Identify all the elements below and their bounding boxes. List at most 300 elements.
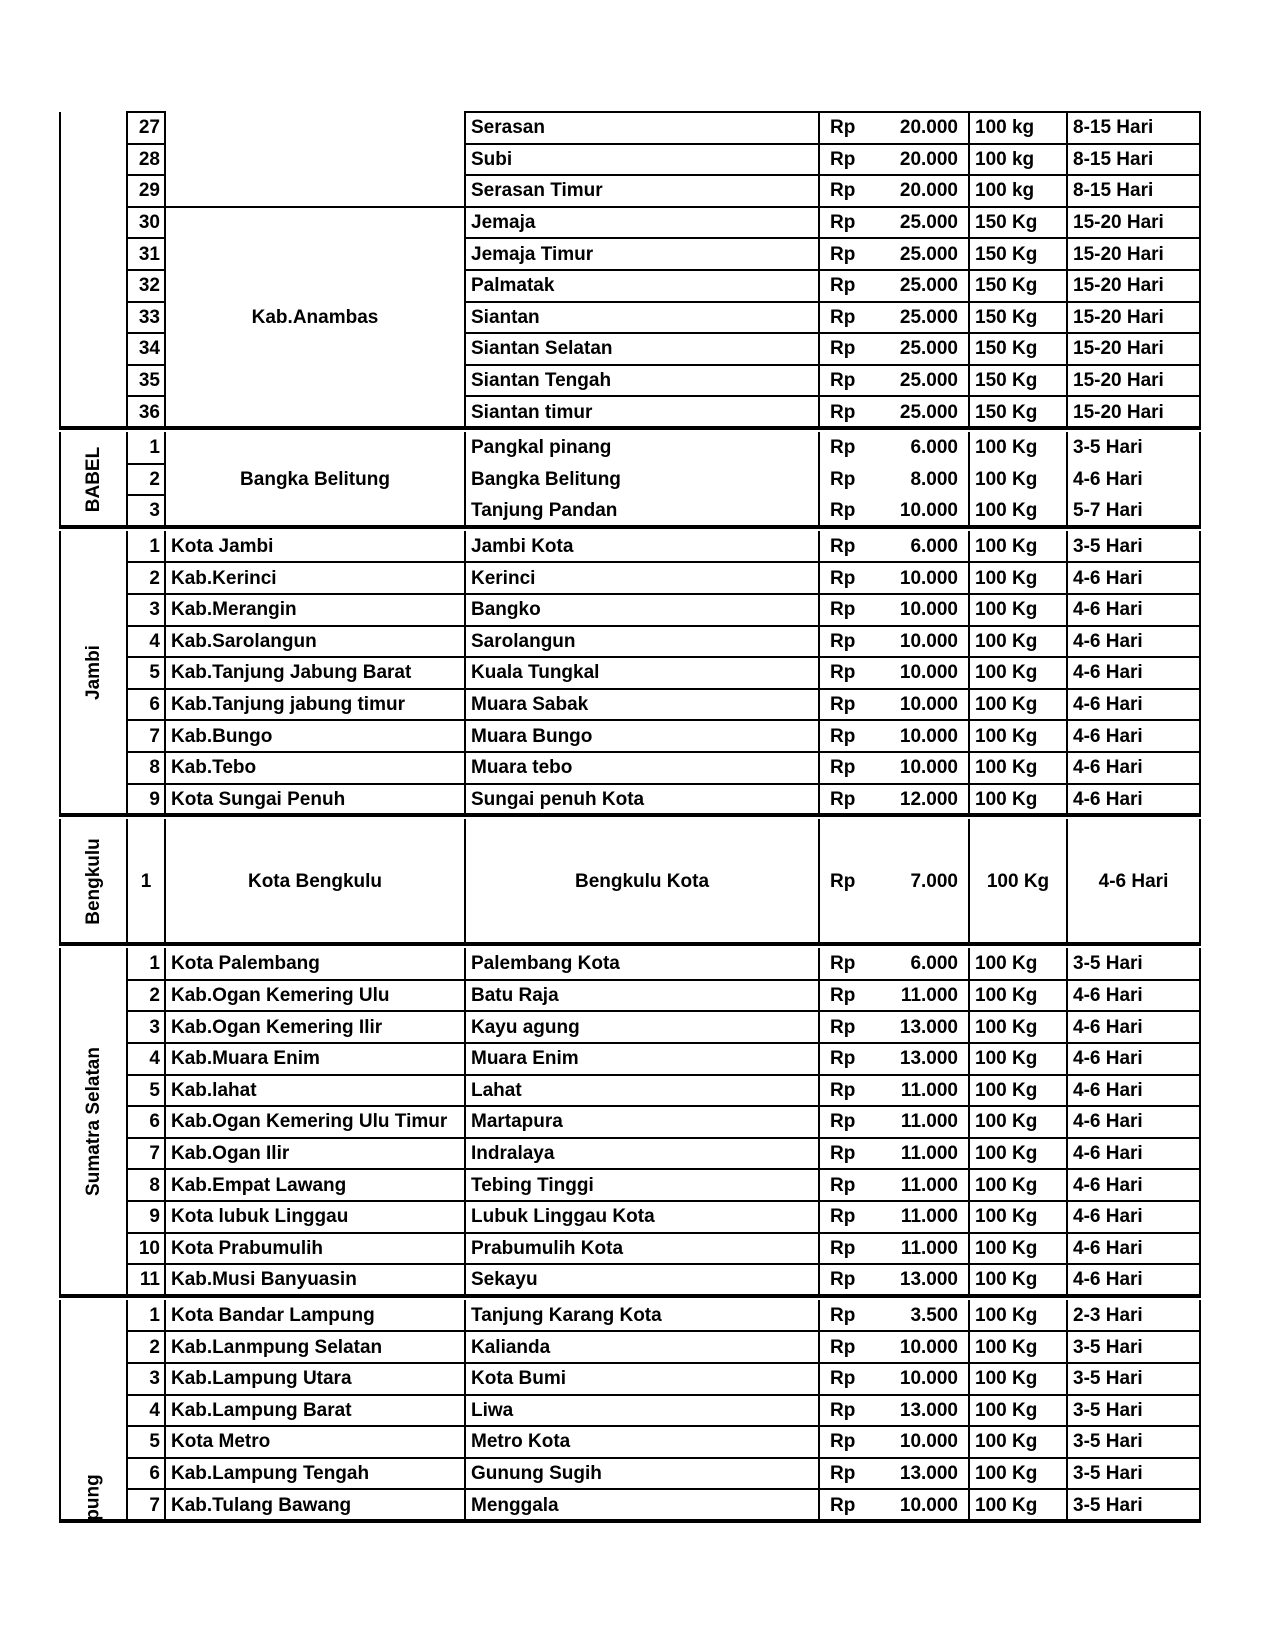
- kota-cell: Tanjung Pandan: [464, 495, 818, 527]
- row-divider: [126, 206, 166, 208]
- row-divider: [464, 301, 1201, 303]
- price-cell: [818, 980, 968, 1012]
- weight-cell: 100 Kg: [968, 948, 1066, 980]
- row-divider: [126, 364, 166, 366]
- row-number: 5: [126, 657, 166, 689]
- days-cell: 4-6 Hari: [1066, 1201, 1201, 1233]
- row-number: 32: [126, 270, 166, 302]
- weight-cell: 100 Kg: [968, 1331, 1066, 1363]
- currency-label: Rp: [830, 1336, 856, 1358]
- price-value: 10.000: [899, 1336, 958, 1358]
- row-divider: [126, 625, 1201, 627]
- weight-cell: 100 Kg: [968, 1169, 1066, 1201]
- price-value: 11.000: [900, 1237, 958, 1259]
- price-cell: [818, 302, 968, 334]
- price-value: 20.000: [899, 148, 958, 170]
- weight-cell: 100 Kg: [968, 1489, 1066, 1521]
- kota-cell: Muara Bungo: [464, 720, 818, 752]
- weight-cell: 100 Kg: [968, 626, 1066, 658]
- weight-cell: 150 Kg: [968, 270, 1066, 302]
- row-number: 6: [126, 1458, 166, 1490]
- price-cell: [818, 752, 968, 784]
- kabupaten-cell: Kab.Tebo: [171, 757, 257, 779]
- kota-cell: Lahat: [464, 1075, 818, 1107]
- days-cell: 4-6 Hari: [1066, 1075, 1201, 1107]
- kota-cell: Jambi Kota: [464, 531, 818, 563]
- row-divider: [126, 656, 1201, 658]
- price-value: 10.000: [899, 630, 958, 652]
- price-cell: [818, 112, 968, 144]
- price-value: 25.000: [899, 212, 958, 234]
- row-number: 11: [126, 1264, 166, 1296]
- weight-cell: 100 Kg: [968, 819, 1066, 944]
- price-cell: [818, 1106, 968, 1138]
- currency-label: Rp: [830, 662, 856, 684]
- weight-cell: 100 Kg: [968, 531, 1066, 563]
- row-number: 31: [126, 238, 166, 270]
- kota-cell: Pangkal pinang: [464, 432, 818, 464]
- price-value: 25.000: [899, 306, 958, 328]
- days-cell: 3-5 Hari: [1066, 1395, 1201, 1427]
- currency-label: Rp: [830, 630, 856, 652]
- days-cell: 8-15 Hari: [1066, 112, 1201, 144]
- currency-label: Rp: [830, 1079, 856, 1101]
- row-divider: [126, 593, 1201, 595]
- weight-cell: 100 Kg: [968, 1201, 1066, 1233]
- currency-label: Rp: [830, 117, 856, 139]
- price-cell: [818, 1458, 968, 1490]
- days-cell: 4-6 Hari: [1066, 819, 1201, 944]
- row-number: 1: [126, 1300, 166, 1332]
- kabupaten-cell: Kab.Merangin: [171, 599, 297, 621]
- currency-label: Rp: [830, 1399, 856, 1421]
- days-cell: 15-20 Hari: [1066, 396, 1201, 428]
- weight-cell: 150 Kg: [968, 333, 1066, 365]
- price-cell: [818, 1426, 968, 1458]
- row-number: 4: [126, 626, 166, 658]
- row-number: 34: [126, 333, 166, 365]
- row-divider: [126, 1263, 1201, 1265]
- weight-cell: 100 Kg: [968, 464, 1066, 496]
- province-name: pung: [83, 1474, 104, 1521]
- price-cell: [818, 396, 968, 428]
- row-number: 27: [126, 112, 166, 144]
- days-cell: 3-5 Hari: [1066, 1426, 1201, 1458]
- days-cell: 4-6 Hari: [1066, 720, 1201, 752]
- row-number: 1: [126, 432, 166, 464]
- row-number: 6: [126, 1106, 166, 1138]
- price-value: 10.000: [899, 1494, 958, 1516]
- price-cell: [818, 1075, 968, 1107]
- row-number: 1: [126, 531, 166, 563]
- kota-cell: Subi: [464, 144, 818, 176]
- price-value: 12.000: [899, 788, 958, 810]
- currency-label: Rp: [830, 985, 856, 1007]
- price-cell: [818, 689, 968, 721]
- row-divider: [126, 395, 166, 397]
- kota-cell: Sekayu: [464, 1264, 818, 1296]
- province-label: [59, 531, 126, 815]
- days-cell: 8-15 Hari: [1066, 175, 1201, 207]
- price-cell: [818, 1489, 968, 1521]
- currency-label: Rp: [830, 1269, 856, 1291]
- price-value: 13.000: [899, 1269, 958, 1291]
- currency-label: Rp: [830, 148, 856, 170]
- days-cell: 4-6 Hari: [1066, 980, 1201, 1012]
- price-cell: [818, 495, 968, 527]
- row-number: 29: [126, 175, 166, 207]
- kabupaten-cell: Kab.Muara Enim: [171, 1048, 320, 1070]
- currency-label: Rp: [830, 1494, 856, 1516]
- weight-cell: 100 Kg: [968, 1011, 1066, 1043]
- kabupaten-cell: [166, 112, 464, 207]
- row-number: 4: [126, 1043, 166, 1075]
- price-value: 11.000: [900, 1079, 958, 1101]
- group-divider: [59, 1519, 1201, 1523]
- group-divider: [59, 525, 1201, 529]
- kota-cell: Jemaja: [464, 207, 818, 239]
- currency-label: Rp: [830, 953, 856, 975]
- price-cell: [818, 1233, 968, 1265]
- days-cell: 3-5 Hari: [1066, 531, 1201, 563]
- province-name: Bengkulu: [83, 838, 104, 925]
- price-value: 3.500: [910, 1305, 958, 1327]
- kota-cell: Menggala: [464, 1489, 818, 1521]
- row-divider: [126, 688, 1201, 690]
- weight-cell: 100 Kg: [968, 1395, 1066, 1427]
- kabupaten-cell: Kab.Bungo: [171, 725, 273, 747]
- row-divider: [126, 1010, 1201, 1012]
- price-cell: [818, 238, 968, 270]
- price-value: 25.000: [899, 243, 958, 265]
- days-cell: 4-6 Hari: [1066, 594, 1201, 626]
- days-cell: 4-6 Hari: [1066, 1011, 1201, 1043]
- price-cell: [818, 1395, 968, 1427]
- row-divider: [126, 561, 1201, 563]
- currency-label: Rp: [830, 599, 856, 621]
- currency-label: Rp: [830, 694, 856, 716]
- price-cell: [818, 657, 968, 689]
- kota-cell: Tebing Tinggi: [464, 1169, 818, 1201]
- weight-cell: 100 Kg: [968, 1264, 1066, 1296]
- weight-cell: 150 Kg: [968, 302, 1066, 334]
- weight-cell: 100 Kg: [968, 1138, 1066, 1170]
- row-divider: [126, 1362, 1201, 1364]
- price-cell: [818, 144, 968, 176]
- row-divider: [126, 783, 1201, 785]
- price-value: 13.000: [899, 1048, 958, 1070]
- row-divider: [126, 269, 166, 271]
- currency-label: Rp: [830, 725, 856, 747]
- currency-label: Rp: [830, 788, 856, 810]
- currency-label: Rp: [830, 500, 856, 522]
- kabupaten-cell: Kab.Kerinci: [171, 567, 277, 589]
- kabupaten-cell: Kota Bengkulu: [247, 871, 383, 893]
- currency-label: Rp: [830, 401, 856, 423]
- days-cell: 15-20 Hari: [1066, 365, 1201, 397]
- row-divider: [166, 206, 464, 208]
- row-number: 7: [126, 1138, 166, 1170]
- kota-cell: Siantan timur: [464, 396, 818, 428]
- kabupaten-cell: Kota Sungai Penuh: [171, 788, 346, 810]
- row-divider: [126, 1425, 1201, 1427]
- price-cell: [818, 1011, 968, 1043]
- kota-cell: Kayu agung: [464, 1011, 818, 1043]
- currency-label: Rp: [830, 338, 856, 360]
- row-divider: [126, 1105, 1201, 1107]
- kota-cell: Siantan Tengah: [464, 365, 818, 397]
- days-cell: 4-6 Hari: [1066, 784, 1201, 816]
- currency-label: Rp: [830, 306, 856, 328]
- kabupaten-cell: Kab.Tulang Bawang: [171, 1494, 352, 1516]
- days-cell: 4-6 Hari: [1066, 464, 1201, 496]
- row-divider: [464, 174, 1201, 176]
- kabupaten-cell: Kab.Lampung Utara: [171, 1368, 352, 1390]
- row-number: 7: [126, 1489, 166, 1521]
- days-cell: 3-5 Hari: [1066, 432, 1201, 464]
- price-cell: [818, 1264, 968, 1296]
- row-divider: [126, 1200, 1201, 1202]
- price-value: 10.000: [899, 662, 958, 684]
- row-divider: [126, 494, 166, 496]
- days-cell: 3-5 Hari: [1066, 948, 1201, 980]
- kabupaten-cell: Kota Bandar Lampung: [171, 1305, 375, 1327]
- weight-cell: 100 Kg: [968, 1233, 1066, 1265]
- kota-cell: Muara Enim: [464, 1043, 818, 1075]
- row-divider: [126, 1042, 1201, 1044]
- row-divider: [464, 237, 1201, 239]
- kota-cell: Sarolangun: [464, 626, 818, 658]
- weight-cell: 100 Kg: [968, 689, 1066, 721]
- row-number: 36: [126, 396, 166, 428]
- price-value: 10.000: [899, 725, 958, 747]
- row-divider: [126, 463, 166, 465]
- price-value: 8.000: [910, 468, 958, 490]
- days-cell: 4-6 Hari: [1066, 1138, 1201, 1170]
- row-number: 5: [126, 1075, 166, 1107]
- row-number: 2: [126, 464, 166, 496]
- price-cell: [818, 720, 968, 752]
- kabupaten-cell: Kab.Tanjung jabung timur: [171, 694, 405, 716]
- weight-cell: 100 Kg: [968, 1043, 1066, 1075]
- days-cell: 3-5 Hari: [1066, 1489, 1201, 1521]
- row-number: 2: [126, 980, 166, 1012]
- days-cell: 3-5 Hari: [1066, 1458, 1201, 1490]
- kota-cell: Serasan: [464, 112, 818, 144]
- price-cell: [818, 1363, 968, 1395]
- row-divider: [126, 719, 1201, 721]
- currency-label: Rp: [830, 1237, 856, 1259]
- weight-cell: 100 Kg: [968, 1300, 1066, 1332]
- kota-cell: Indralaya: [464, 1138, 818, 1170]
- price-value: 10.000: [899, 599, 958, 621]
- kota-cell: Gunung Sugih: [464, 1458, 818, 1490]
- province-name: Jambi: [82, 645, 104, 701]
- weight-cell: 100 Kg: [968, 1075, 1066, 1107]
- kota-cell: Tanjung Karang Kota: [464, 1300, 818, 1332]
- price-cell: [818, 270, 968, 302]
- kota-cell: Kerinci: [464, 562, 818, 594]
- currency-label: Rp: [830, 1174, 856, 1196]
- price-value: 11.000: [900, 985, 958, 1007]
- price-cell: [818, 948, 968, 980]
- row-number: 1: [126, 948, 166, 980]
- row-number: 8: [126, 1169, 166, 1201]
- weight-cell: 100 Kg: [968, 980, 1066, 1012]
- row-divider: [464, 395, 1201, 397]
- kota-cell: Muara tebo: [464, 752, 818, 784]
- currency-label: Rp: [830, 243, 856, 265]
- weight-cell: 100 Kg: [968, 1106, 1066, 1138]
- row-number: 3: [126, 495, 166, 527]
- row-divider: [464, 143, 1201, 145]
- price-cell: [818, 432, 968, 464]
- currency-label: Rp: [830, 437, 856, 459]
- row-divider: [126, 751, 1201, 753]
- row-number: 30: [126, 207, 166, 239]
- price-cell: [818, 365, 968, 397]
- price-value: 6.000: [910, 536, 958, 558]
- kabupaten-cell: Kab.lahat: [171, 1079, 257, 1101]
- weight-cell: 150 Kg: [968, 238, 1066, 270]
- price-value: 25.000: [899, 370, 958, 392]
- weight-cell: 150 Kg: [968, 207, 1066, 239]
- province-label: [59, 432, 126, 527]
- price-cell: [818, 1300, 968, 1332]
- weight-cell: 100 kg: [968, 144, 1066, 176]
- row-divider: [126, 237, 166, 239]
- weight-cell: 100 Kg: [968, 562, 1066, 594]
- kota-cell: Martapura: [464, 1106, 818, 1138]
- kota-cell: Kuala Tungkal: [464, 657, 818, 689]
- price-cell: [818, 562, 968, 594]
- kota-cell: Liwa: [464, 1395, 818, 1427]
- price-value: 11.000: [900, 1174, 958, 1196]
- weight-cell: 100 Kg: [968, 594, 1066, 626]
- province-label: [59, 948, 126, 1296]
- currency-label: Rp: [830, 180, 856, 202]
- kota-cell: Bangko: [464, 594, 818, 626]
- kota-cell: Serasan Timur: [464, 175, 818, 207]
- price-cell: [818, 1138, 968, 1170]
- price-value: 20.000: [899, 180, 958, 202]
- province-name: Sumatra Selatan: [83, 1047, 104, 1197]
- price-cell: [818, 1169, 968, 1201]
- row-divider: [126, 1074, 1201, 1076]
- kabupaten-cell: Bangka Belitung: [240, 468, 390, 490]
- currency-label: Rp: [830, 468, 856, 490]
- days-cell: 4-6 Hari: [1066, 689, 1201, 721]
- weight-cell: 150 Kg: [968, 365, 1066, 397]
- days-cell: 4-6 Hari: [1066, 657, 1201, 689]
- price-cell: [818, 207, 968, 239]
- row-divider: [464, 332, 1201, 334]
- row-divider: [126, 1232, 1201, 1234]
- currency-label: Rp: [830, 1143, 856, 1165]
- group-divider: [59, 813, 1201, 817]
- row-number: 6: [126, 689, 166, 721]
- price-value: 25.000: [899, 401, 958, 423]
- row-divider: [126, 1168, 1201, 1170]
- kabupaten-cell: Kab.Ogan Kemering Ulu Timur: [171, 1111, 448, 1133]
- kota-cell: Jemaja Timur: [464, 238, 818, 270]
- weight-cell: 100 kg: [968, 175, 1066, 207]
- currency-label: Rp: [830, 1111, 856, 1133]
- price-cell: [818, 1331, 968, 1363]
- row-number: 1: [126, 819, 166, 944]
- currency-label: Rp: [830, 1016, 856, 1038]
- days-cell: 15-20 Hari: [1066, 270, 1201, 302]
- row-number: 10: [126, 1233, 166, 1265]
- kota-cell: Palmatak: [464, 270, 818, 302]
- price-value: 10.000: [899, 1431, 958, 1453]
- table-top-border: [126, 111, 166, 113]
- kabupaten-cell: Kab.Lampung Tengah: [171, 1463, 370, 1485]
- kabupaten-cell: Kab.Musi Banyuasin: [171, 1269, 357, 1291]
- days-cell: 4-6 Hari: [1066, 562, 1201, 594]
- group-divider: [59, 942, 1201, 946]
- days-cell: 4-6 Hari: [1066, 1264, 1201, 1296]
- kabupaten-cell: Kab.Anambas: [251, 306, 379, 328]
- price-cell: [818, 175, 968, 207]
- row-divider: [126, 979, 1201, 981]
- currency-label: Rp: [830, 212, 856, 234]
- price-cell: [818, 333, 968, 365]
- days-cell: 3-5 Hari: [1066, 1331, 1201, 1363]
- price-value: 20.000: [899, 117, 958, 139]
- weight-cell: 150 Kg: [968, 396, 1066, 428]
- price-cell: [818, 1043, 968, 1075]
- kota-cell: Palembang Kota: [464, 948, 818, 980]
- weight-cell: 100 Kg: [968, 432, 1066, 464]
- row-number: 3: [126, 1363, 166, 1395]
- row-divider: [126, 1394, 1201, 1396]
- price-value: 11.000: [900, 1143, 958, 1165]
- price-cell: [818, 594, 968, 626]
- row-divider: [464, 364, 1201, 366]
- kabupaten-cell: Kab.Empat Lawang: [171, 1174, 347, 1196]
- row-number: 7: [126, 720, 166, 752]
- currency-label: Rp: [830, 1305, 856, 1327]
- kabupaten-cell: Kab.Sarolangun: [171, 630, 317, 652]
- kota-cell: Lubuk Linggau Kota: [464, 1201, 818, 1233]
- currency-label: Rp: [830, 567, 856, 589]
- days-cell: 4-6 Hari: [1066, 1106, 1201, 1138]
- weight-cell: 100 Kg: [968, 752, 1066, 784]
- price-value: 10.000: [899, 1368, 958, 1390]
- row-number: 2: [126, 1331, 166, 1363]
- kabupaten-cell: Kota Metro: [171, 1431, 271, 1453]
- weight-cell: 100 Kg: [968, 784, 1066, 816]
- currency-label: Rp: [830, 536, 856, 558]
- weight-cell: 100 Kg: [968, 657, 1066, 689]
- weight-cell: 100 Kg: [968, 1363, 1066, 1395]
- row-divider: [126, 1457, 1201, 1459]
- price-value: 6.000: [910, 437, 958, 459]
- kota-cell: Kalianda: [464, 1331, 818, 1363]
- kota-cell: Siantan Selatan: [464, 333, 818, 365]
- province-label: [59, 819, 126, 944]
- price-value: 10.000: [899, 567, 958, 589]
- row-number: 2: [126, 562, 166, 594]
- row-divider: [126, 143, 166, 145]
- currency-label: Rp: [830, 275, 856, 297]
- kota-cell: Muara Sabak: [464, 689, 818, 721]
- kabupaten-cell: Kota Palembang: [171, 953, 320, 975]
- currency-label: Rp: [830, 871, 856, 893]
- row-number: 28: [126, 144, 166, 176]
- price-value: 10.000: [899, 694, 958, 716]
